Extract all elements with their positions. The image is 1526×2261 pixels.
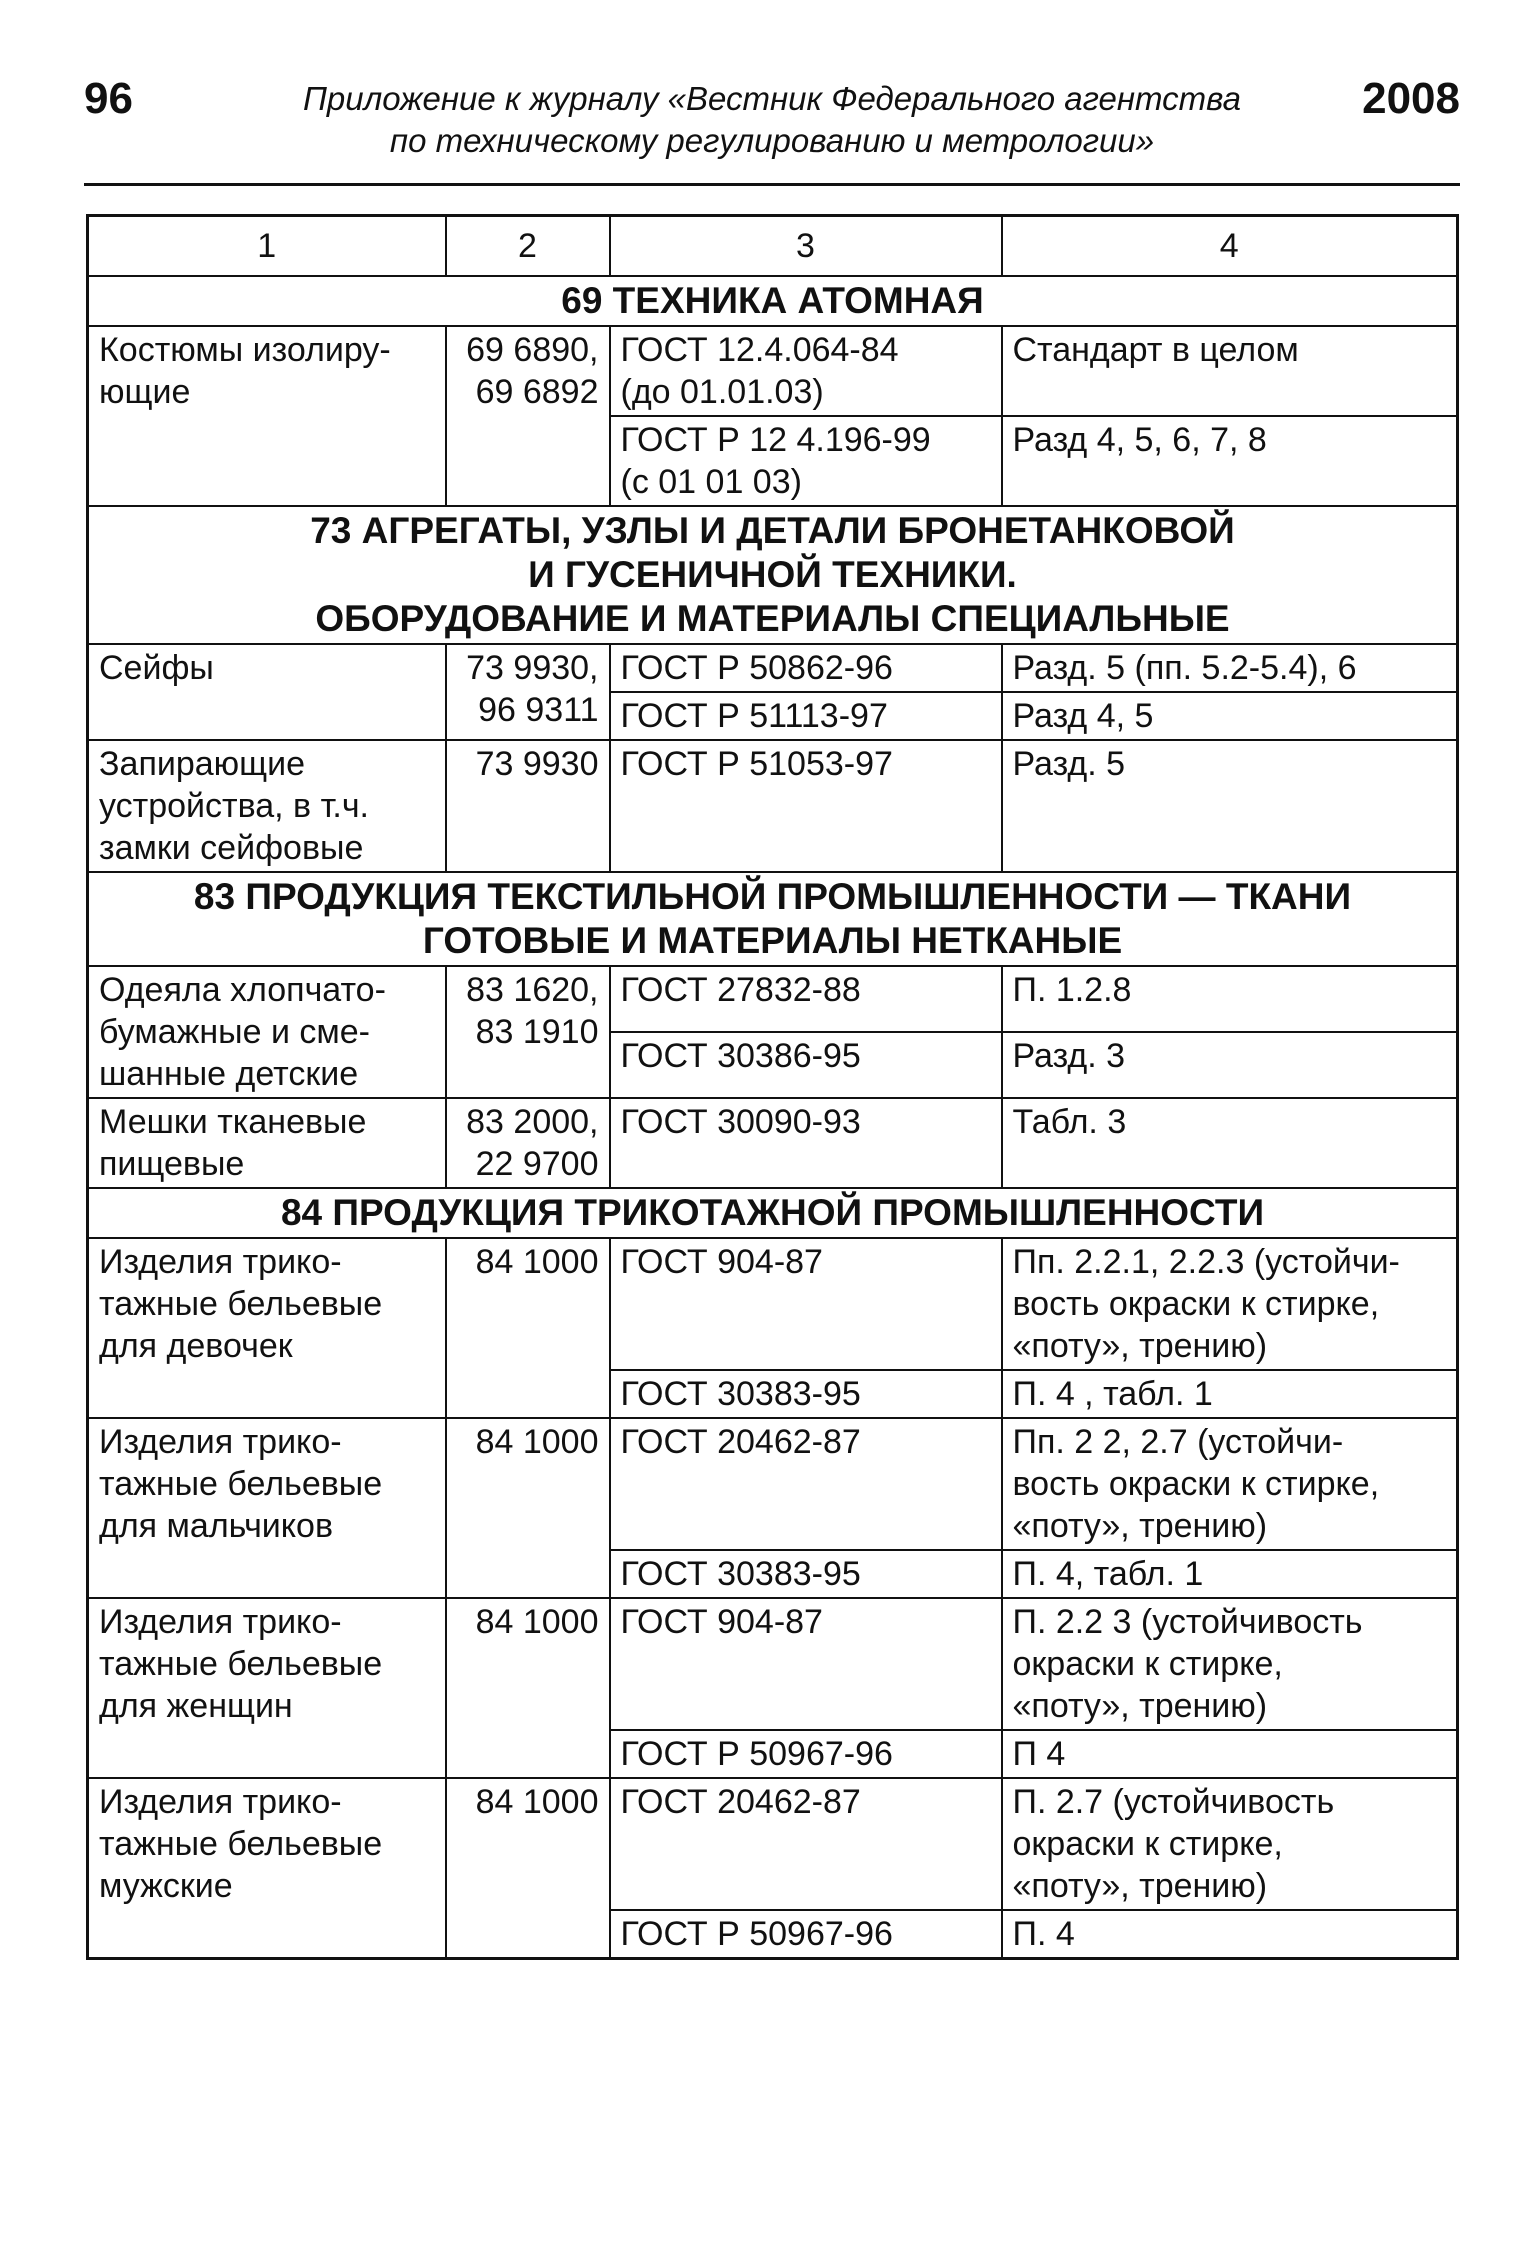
product-line: Изделия трико-	[99, 1603, 342, 1641]
column-number-row	[88, 216, 1458, 277]
requirement-line: вость окраски к стирке,	[1012, 1465, 1380, 1503]
standards-table	[86, 214, 1459, 1960]
table-row	[88, 644, 1458, 692]
standard-cell: ГОСТ 30383-95	[610, 1550, 1002, 1598]
table-row	[88, 1598, 1458, 1730]
code-line: 69 6890,	[466, 331, 599, 369]
product-cell	[88, 740, 446, 872]
section-header-row	[88, 276, 1458, 326]
section-title-line: ГОТОВЫЕ И МАТЕРИАЛЫ НЕТКАНЫЕ	[422, 920, 1123, 961]
table-row	[88, 1418, 1458, 1550]
product-cell	[88, 966, 446, 1098]
product-cell: Сейфы	[88, 644, 446, 740]
product-line: мужские	[99, 1867, 233, 1905]
requirement-cell	[1002, 1778, 1458, 1910]
standard-line: ГОСТ Р 12 4.196-99	[620, 421, 931, 459]
product-line: бумажные и сме-	[99, 1013, 370, 1051]
product-line: для мальчиков	[99, 1507, 334, 1545]
code-cell	[446, 326, 610, 506]
code-cell	[446, 1098, 610, 1188]
requirement-cell: Разд. 5	[1002, 740, 1458, 872]
product-line: Костюмы изолиру-	[99, 331, 391, 369]
section-header-row	[88, 506, 1458, 644]
column-header: 1	[88, 216, 446, 277]
standards-table-container	[86, 214, 1456, 1960]
product-line: Мешки тканевые	[99, 1103, 367, 1141]
requirement-cell	[1002, 1418, 1458, 1550]
page-header	[84, 74, 1460, 180]
table-row	[88, 326, 1458, 416]
journal-title-line-2: по техническому регулированию и метрологии»	[389, 122, 1155, 159]
requirement-line: «поту», трению)	[1012, 1327, 1268, 1365]
table-row	[88, 740, 1458, 872]
requirement-cell	[1002, 1598, 1458, 1730]
standard-line: ГОСТ 12.4.064-84	[620, 331, 899, 369]
product-cell	[88, 1598, 446, 1778]
product-line: пищевые	[99, 1145, 245, 1183]
product-cell	[88, 326, 446, 506]
product-line: Изделия трико-	[99, 1243, 342, 1281]
standard-cell: ГОСТ 27832-88	[610, 966, 1002, 1032]
column-header: 2	[446, 216, 610, 277]
standard-cell: ГОСТ 30386-95	[610, 1032, 1002, 1098]
standard-cell: ГОСТ 904-87	[610, 1238, 1002, 1370]
code-cell: 84 1000	[446, 1778, 610, 1959]
product-line: ющие	[99, 373, 191, 411]
standard-cell: ГОСТ Р 50967-96	[610, 1910, 1002, 1959]
journal-title-line-1: Приложение к журналу «Вестник Федерального агентства	[302, 80, 1242, 117]
section-header-row	[88, 1188, 1458, 1238]
requirement-line: «поту», трению)	[1012, 1867, 1268, 1905]
section-title-line: 83 ПРОДУКЦИЯ ТЕКСТИЛЬНОЙ ПРОМЫШЛЕННОСТИ — ТКАНИ	[193, 876, 1352, 917]
table-row	[88, 1238, 1458, 1370]
standard-cell: ГОСТ 30090-93	[610, 1098, 1002, 1188]
requirement-cell: Разд 4, 5	[1002, 692, 1458, 740]
standard-cell: ГОСТ 30383-95	[610, 1370, 1002, 1418]
code-cell: 73 9930	[446, 740, 610, 872]
standard-cell: ГОСТ Р 50967-96	[610, 1730, 1002, 1778]
product-line: устройства, в т.ч.	[99, 787, 369, 825]
journal-year: 2008	[1362, 74, 1460, 123]
code-cell: 84 1000	[446, 1238, 610, 1418]
section-title-line: И ГУСЕНИЧНОЙ ТЕХНИКИ.	[528, 554, 1017, 595]
standard-cell	[610, 326, 1002, 416]
product-cell	[88, 1778, 446, 1959]
product-line: тажные бельевые	[99, 1465, 383, 1503]
product-line: тажные бельевые	[99, 1645, 383, 1683]
code-line: 69 6892	[475, 373, 599, 411]
standard-cell: ГОСТ 20462-87	[610, 1778, 1002, 1910]
requirement-line: окраски к стирке,	[1012, 1645, 1283, 1683]
header-divider	[84, 183, 1460, 186]
table-row	[88, 966, 1458, 1032]
section-title: 84 ПРОДУКЦИЯ ТРИКОТАЖНОЙ ПРОМЫШЛЕННОСТИ	[88, 1188, 1458, 1238]
product-cell	[88, 1098, 446, 1188]
table-row	[88, 1098, 1458, 1188]
requirement-line: вость окраски к стирке,	[1012, 1285, 1380, 1323]
product-line: для женщин	[99, 1687, 293, 1725]
section-title-line: 73 АГРЕГАТЫ, УЗЛЫ И ДЕТАЛИ БРОНЕТАНКОВОЙ	[310, 510, 1235, 551]
code-line: 83 1620,	[466, 971, 599, 1009]
section-title-line: ОБОРУДОВАНИЕ И МАТЕРИАЛЫ СПЕЦИАЛЬНЫЕ	[315, 598, 1230, 639]
standard-cell: ГОСТ Р 51113-97	[610, 692, 1002, 740]
standard-line: (до 01.01.03)	[620, 373, 824, 411]
requirement-cell	[1002, 1238, 1458, 1370]
requirement-line: окраски к стирке,	[1012, 1825, 1283, 1863]
requirement-cell: П. 4, табл. 1	[1002, 1550, 1458, 1598]
journal-title	[174, 78, 1370, 162]
requirement-line: Пп. 2 2, 2.7 (устойчи-	[1012, 1423, 1344, 1461]
product-cell	[88, 1418, 446, 1598]
requirement-cell: П 4	[1002, 1730, 1458, 1778]
standard-cell: ГОСТ Р 51053-97	[610, 740, 1002, 872]
column-header: 3	[610, 216, 1002, 277]
requirement-cell: Стандарт в целом	[1002, 326, 1458, 416]
product-line: шанные детские	[99, 1055, 359, 1093]
product-line: тажные бельевые	[99, 1285, 383, 1323]
product-line: для девочек	[99, 1327, 293, 1365]
code-cell: 84 1000	[446, 1418, 610, 1598]
product-line: Запирающие	[99, 745, 306, 783]
product-line: Изделия трико-	[99, 1423, 342, 1461]
section-title	[88, 872, 1458, 966]
code-cell	[446, 644, 610, 740]
requirement-cell: Табл. 3	[1002, 1098, 1458, 1188]
standard-cell: ГОСТ Р 50862-96	[610, 644, 1002, 692]
product-line: Одеяла хлопчато-	[99, 971, 386, 1009]
standard-cell: ГОСТ 20462-87	[610, 1418, 1002, 1550]
requirement-cell: Разд. 5 (пп. 5.2-5.4), 6	[1002, 644, 1458, 692]
requirement-cell: Разд 4, 5, 6, 7, 8	[1002, 416, 1458, 506]
requirement-line: «поту», трению)	[1012, 1687, 1268, 1725]
code-line: 96 9311	[478, 691, 599, 729]
requirement-cell: П. 1.2.8	[1002, 966, 1458, 1032]
product-line: тажные бельевые	[99, 1825, 383, 1863]
code-line: 73 9930,	[466, 649, 599, 687]
standard-line: (с 01 01 03)	[620, 463, 802, 501]
column-header: 4	[1002, 216, 1458, 277]
requirement-cell: П. 4 , табл. 1	[1002, 1370, 1458, 1418]
product-line: замки сейфовые	[99, 829, 364, 867]
code-cell	[446, 966, 610, 1098]
product-cell	[88, 1238, 446, 1418]
standard-cell	[610, 416, 1002, 506]
requirement-cell: Разд. 3	[1002, 1032, 1458, 1098]
code-line: 22 9700	[475, 1145, 599, 1183]
section-title: 69 ТЕХНИКА АТОМНАЯ	[88, 276, 1458, 326]
page-number: 96	[84, 74, 133, 123]
requirement-cell: П. 4	[1002, 1910, 1458, 1959]
requirement-line: Пп. 2.2.1, 2.2.3 (устойчи-	[1012, 1243, 1400, 1281]
section-header-row	[88, 872, 1458, 966]
section-title	[88, 506, 1458, 644]
requirement-line: П. 2.7 (устойчивость	[1012, 1783, 1335, 1821]
requirement-line: П. 2.2 3 (устойчивость	[1012, 1603, 1363, 1641]
code-line: 83 1910	[475, 1013, 599, 1051]
table-row	[88, 1778, 1458, 1910]
code-line: 83 2000,	[466, 1103, 599, 1141]
product-line: Изделия трико-	[99, 1783, 342, 1821]
code-cell: 84 1000	[446, 1598, 610, 1778]
requirement-line: «поту», трению)	[1012, 1507, 1268, 1545]
standard-cell: ГОСТ 904-87	[610, 1598, 1002, 1730]
